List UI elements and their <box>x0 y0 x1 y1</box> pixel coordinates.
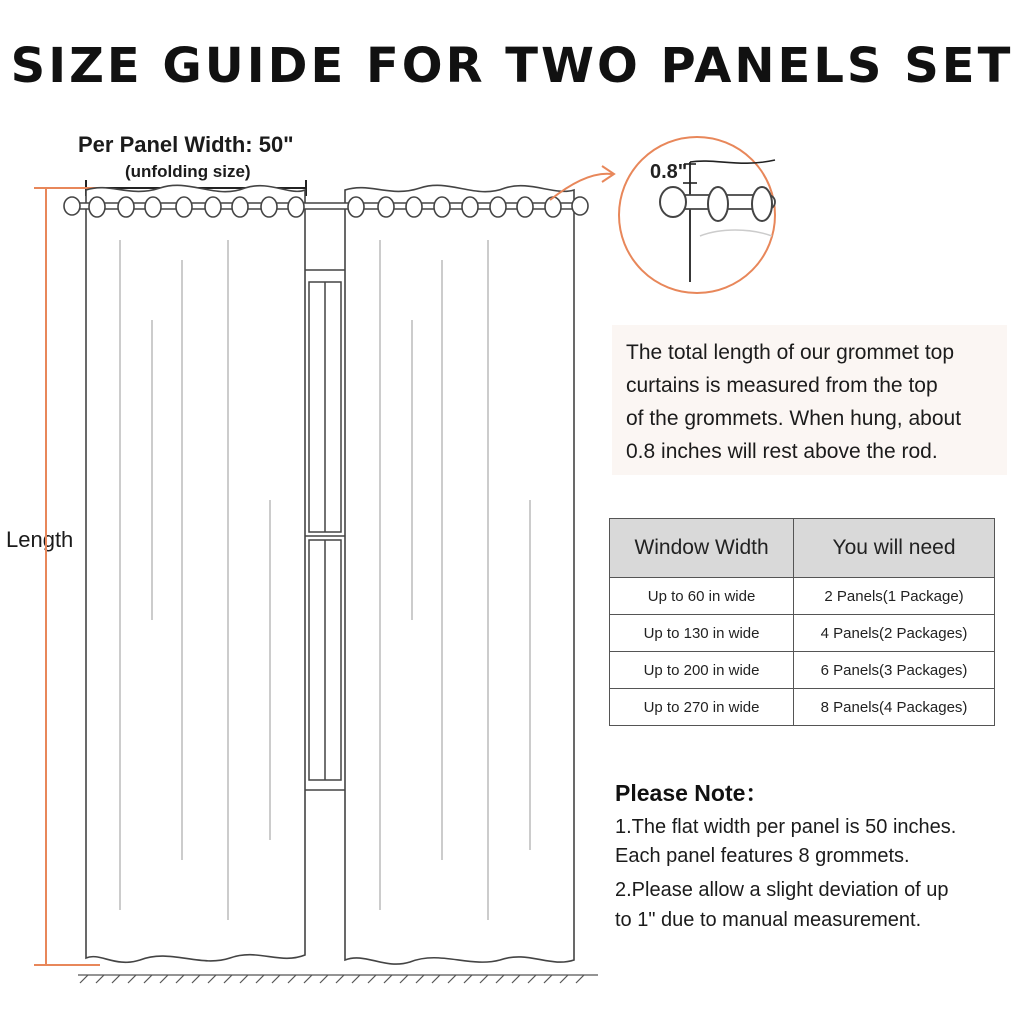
description-line: curtains is measured from the top <box>626 374 938 397</box>
table-header-row <box>610 519 995 578</box>
left-curtain-panel <box>86 185 305 962</box>
floor-line <box>78 975 598 983</box>
cell-panels-needed: 6 Panels(3 Packages) <box>794 652 995 689</box>
cell-window-width: Up to 130 in wide <box>610 615 794 652</box>
cell-panels-needed: 4 Panels(2 Packages) <box>794 615 995 652</box>
page-title: SIZE GUIDE FOR TWO PANELS SET <box>10 38 1014 94</box>
note-line: to 1" due to manual measurement. <box>615 909 922 931</box>
cell-panels-needed: 2 Panels(1 Package) <box>794 578 995 615</box>
notes-title: Please Note： <box>615 780 769 806</box>
grommet-detail-circle <box>619 137 775 293</box>
note-line: 1.The flat width per panel is 50 inches. <box>615 816 957 838</box>
cell-window-width: Up to 200 in wide <box>610 652 794 689</box>
note-line: Each panel features 8 grommets. <box>615 845 910 867</box>
header-window-width: Window Width <box>610 519 794 578</box>
description-line: The total length of our grommet top <box>626 341 955 364</box>
table-row <box>610 689 995 726</box>
right-curtain-panel <box>345 185 574 964</box>
header-you-will-need: You will need <box>794 519 995 578</box>
size-guide-table <box>609 518 995 726</box>
table-row <box>610 652 995 689</box>
length-label: Length <box>6 527 74 552</box>
cell-window-width: Up to 60 in wide <box>610 578 794 615</box>
cell-panels-needed: 8 Panels(4 Packages) <box>794 689 995 726</box>
note-line: 2.Please allow a slight deviation of up <box>615 879 949 901</box>
description-line: of the grommets. When hung, about <box>626 407 962 430</box>
unfolding-size-label: (unfolding size) <box>125 162 251 181</box>
table-row <box>610 615 995 652</box>
table-row <box>610 578 995 615</box>
window-frame <box>304 270 346 790</box>
cell-window-width: Up to 270 in wide <box>610 689 794 726</box>
description-text <box>626 336 1001 468</box>
grommet-offset-label: 0.8" <box>650 161 688 183</box>
description-line: 0.8 inches will rest above the rod. <box>626 440 938 463</box>
panel-width-label: Per Panel Width: 50" <box>78 132 294 157</box>
